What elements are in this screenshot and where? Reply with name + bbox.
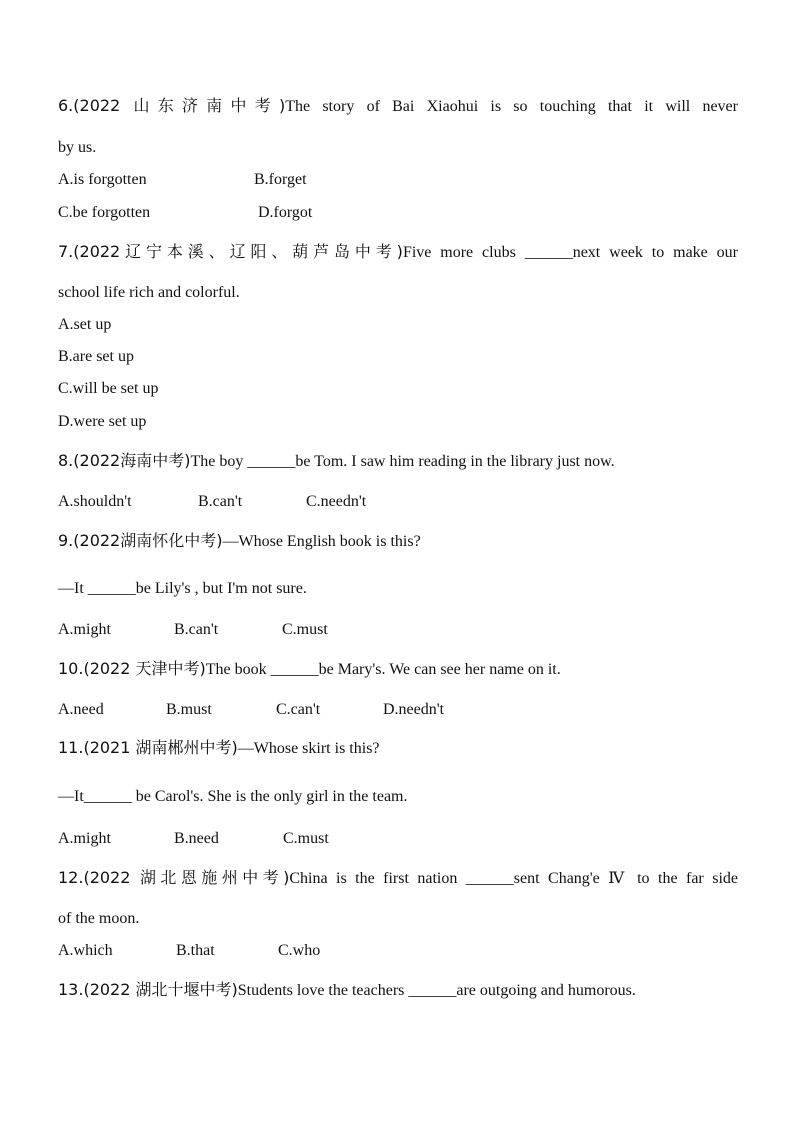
question-12-stem (58, 868, 738, 889)
question-12-option-a: A.which (58, 942, 113, 959)
question-7-stem (58, 242, 738, 263)
question-8-stem (58, 451, 615, 472)
question-10-option-b: B.must (166, 701, 212, 718)
question-9-stem-continued: —It ______be Lily's , but I'm not sure. (58, 580, 307, 597)
question-6-source: 6.(2022 山东济南中考) (58, 96, 286, 115)
question-11-option-a: A.might (58, 830, 111, 847)
question-9-option-b: B.can't (174, 621, 219, 638)
question-7-stem-continued: school life rich and colorful. (58, 284, 240, 301)
question-9-text: —Whose English book is this? (222, 533, 421, 550)
question-13-text: Students love the teachers ______are outgoing and humorous. (237, 982, 636, 999)
question-12-option-c: C.who (278, 942, 321, 959)
question-8-option-b: B.can't (198, 493, 243, 510)
question-6-option-b: B.forget (254, 171, 307, 188)
question-10-option-a: A.need (58, 701, 104, 718)
question-10-stem (58, 659, 561, 680)
question-13-source: 13.(2022 湖北十堰中考) (58, 980, 238, 999)
question-6-option-c: C.be forgotten (58, 204, 151, 221)
question-6-stem-continued: by us. (58, 139, 97, 156)
question-12-option-b: B.that (176, 942, 215, 959)
question-7-option-d: D.were set up (58, 413, 147, 430)
question-6-option-d: D.forgot (258, 204, 313, 221)
question-6-option-a: A.is forgotten (58, 171, 147, 188)
question-11-stem-continued: —It______ be Carol's. She is the only girl in the team. (58, 788, 408, 805)
question-12-text: China is the first nation ______sent Chang'e Ⅳ to the far side (289, 870, 738, 887)
question-8-text: The boy ______be Tom. I saw him reading in the library just now. (190, 453, 615, 470)
question-11-text: —Whose skirt is this? (237, 740, 380, 757)
question-11-source: 11.(2021 湖南郴州中考) (58, 738, 238, 757)
question-10-option-d: D.needn't (383, 701, 445, 718)
question-10-text: The book ______be Mary's. We can see her name on it. (205, 661, 561, 678)
question-6-stem (58, 96, 738, 117)
question-12-source: 12.(2022 湖北恩施州中考) (58, 868, 290, 887)
question-8-option-c: C.needn't (306, 493, 367, 510)
question-8-source: 8.(2022海南中考) (58, 451, 191, 470)
question-7-text: Five more clubs ______next week to make our (402, 244, 738, 261)
question-9-option-c: C.must (282, 621, 328, 638)
question-9-option-a: A.might (58, 621, 111, 638)
question-11-stem (58, 738, 380, 759)
question-7-option-b: B.are set up (58, 348, 134, 365)
question-7-source: 7.(2022辽宁本溪、辽阳、葫芦岛中考) (58, 242, 403, 261)
question-13-stem (58, 980, 636, 1001)
question-12-stem-continued: of the moon. (58, 910, 140, 927)
question-7-option-c: C.will be set up (58, 380, 159, 397)
question-9-stem (58, 531, 421, 552)
question-9-source: 9.(2022湖南怀化中考) (58, 531, 223, 550)
question-10-source: 10.(2022 天津中考) (58, 659, 206, 678)
question-7-option-a: A.set up (58, 316, 112, 333)
question-11-option-c: C.must (283, 830, 329, 847)
question-6-text: The story of Bai Xiaohui is so touching that it will never (285, 98, 738, 115)
question-8-option-a: A.shouldn't (58, 493, 132, 510)
question-11-option-b: B.need (174, 830, 219, 847)
question-10-option-c: C.can't (276, 701, 321, 718)
